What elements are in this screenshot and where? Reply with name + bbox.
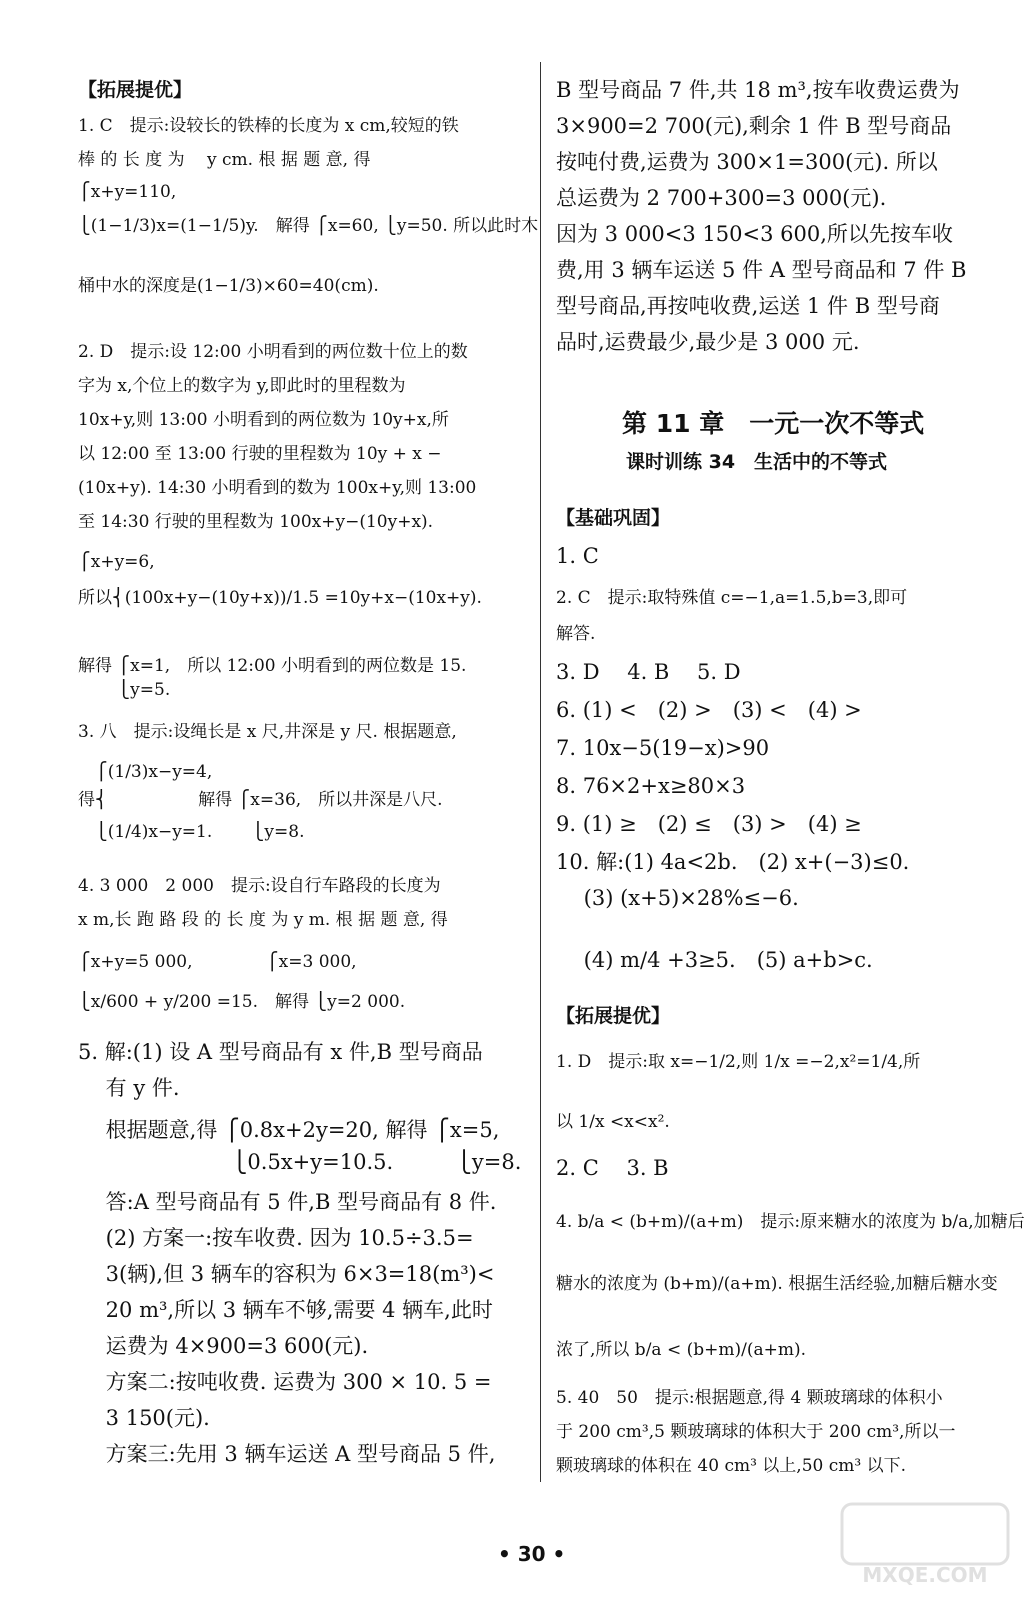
page-number: • 30 • bbox=[498, 1542, 566, 1566]
right-line: 【基础巩固】 bbox=[556, 507, 671, 529]
right-line: 7. 10x−5(19−x)>90 bbox=[556, 736, 770, 760]
right-line: (3) (x+5)×28%≤−6. bbox=[556, 886, 799, 910]
right-line: 按吨付费,运费为 300×1=300(元). 所以 bbox=[556, 150, 938, 174]
left-line: 1. C 提示:设较长的铁棒的长度为 x cm,较短的铁 bbox=[78, 116, 459, 136]
left-line: 3 150(元). bbox=[78, 1406, 210, 1430]
right-line: 1. D 提示:取 x=−1/2,则 1/x =−2,x²=1/4,所 bbox=[556, 1052, 921, 1072]
left-line: 至 14:30 行驶的里程数为 100x+y−(10y+x). bbox=[78, 512, 434, 532]
left-line: ⎧x+y=110, bbox=[78, 182, 177, 202]
right-line: 8. 76×2+x≥80×3 bbox=[556, 774, 746, 798]
left-line: (2) 方案一:按车收费. 因为 10.5÷3.5= bbox=[78, 1226, 474, 1250]
left-line: 【拓展提优】 bbox=[78, 79, 193, 101]
right-line: 4. b/a < (b+m)/(a+m) 提示:原来糖水的浓度为 b/a,加糖后 bbox=[556, 1212, 1025, 1232]
right-line: 5. 40 50 提示:根据题意,得 4 颗玻璃球的体积小 bbox=[556, 1388, 943, 1408]
right-line: 6. (1) < (2) > (3) < (4) > bbox=[556, 698, 862, 722]
column-divider bbox=[540, 62, 541, 1482]
right-line: 因为 3 000<3 150<3 600,所以先按车收 bbox=[556, 222, 953, 246]
left-line: x m,长 跑 路 段 的 长 度 为 y m. 根 据 题 意, 得 bbox=[78, 910, 448, 930]
left-line: 10x+y,则 13:00 小明看到的两位数为 10y+x,所 bbox=[78, 410, 449, 430]
left-line: 桶中水的深度是(1−1/3)×60=40(cm). bbox=[78, 276, 379, 296]
left-line: ⎧x+y=5 000, ⎧x=3 000, bbox=[78, 952, 357, 972]
left-line: 20 m³,所以 3 辆车不够,需要 4 辆车,此时 bbox=[78, 1298, 493, 1322]
left-line: 5. 解:(1) 设 A 型号商品有 x 件,B 型号商品 bbox=[78, 1040, 483, 1064]
right-line: 颗玻璃球的体积在 40 cm³ 以上,50 cm³ 以下. bbox=[556, 1456, 907, 1476]
right-line: 品时,运费最少,最少是 3 000 元. bbox=[556, 330, 860, 354]
left-line: (10x+y). 14:30 小明看到的数为 100x+y,则 13:00 bbox=[78, 478, 477, 498]
right-line: 【拓展提优】 bbox=[556, 1005, 671, 1027]
left-line: 答:A 型号商品有 5 件,B 型号商品有 8 件. bbox=[78, 1190, 497, 1214]
right-line: (4) m/4 +3≥5. (5) a+b>c. bbox=[556, 948, 873, 972]
left-line: 根据题意,得 ⎧0.8x+2y=20, 解得 ⎧x=5, bbox=[78, 1118, 500, 1142]
right-line: 糖水的浓度为 (b+m)/(a+m). 根据生活经验,加糖后糖水变 bbox=[556, 1274, 998, 1294]
right-line: 于 200 cm³,5 颗玻璃球的体积大于 200 cm³,所以一 bbox=[556, 1422, 956, 1442]
left-line: ⎩(1−1/3)x=(1−1/5)y. 解得 ⎧x=60, ⎩y=50. 所以此时木 bbox=[78, 216, 539, 236]
left-line: 棒 的 长 度 为 y cm. 根 据 题 意, 得 bbox=[78, 150, 371, 170]
left-line: 3(辆),但 3 辆车的容积为 6×3=18(m³)< bbox=[78, 1262, 495, 1286]
right-line: 2. C 3. B bbox=[556, 1156, 669, 1180]
right-line: 3. D 4. B 5. D bbox=[556, 660, 741, 684]
left-line: ⎧x+y=6, bbox=[78, 552, 155, 572]
right-line: 型号商品,再按吨收费,运送 1 件 B 型号商 bbox=[556, 294, 940, 318]
left-line: 所以⎨(100x+y−(10y+x))/1.5 =10y+x−(10x+y). bbox=[78, 588, 482, 608]
watermark-text: MXQE.COM bbox=[862, 1563, 988, 1587]
left-line: 2. D 提示:设 12:00 小明看到的两位数十位上的数 bbox=[78, 342, 468, 362]
left-line: ⎧(1/3)x−y=4, bbox=[78, 762, 213, 782]
right-line: 解答. bbox=[556, 624, 596, 644]
right-line: 浓了,所以 b/a < (b+m)/(a+m). bbox=[556, 1340, 807, 1360]
left-line: ⎩y=5. bbox=[78, 680, 171, 700]
right-line: 2. C 提示:取特殊值 c=−1,a=1.5,b=3,即可 bbox=[556, 588, 908, 608]
left-line: 方案二:按吨收费. 运费为 300 × 10. 5 = bbox=[78, 1370, 492, 1394]
left-line: 3. 八 提示:设绳长是 x 尺,井深是 y 尺. 根据题意, bbox=[78, 722, 457, 742]
right-line: 总运费为 2 700+300=3 000(元). bbox=[556, 186, 887, 210]
left-line: 得⎨ 解得 ⎧x=36, 所以井深是八尺. bbox=[78, 790, 443, 810]
left-line: ⎩(1/4)x−y=1. ⎩y=8. bbox=[78, 822, 305, 842]
right-line: 10. 解:(1) 4a<2b. (2) x+(−3)≤0. bbox=[556, 850, 910, 874]
chapter-title: 第 11 章 一元一次不等式 bbox=[622, 409, 925, 438]
right-line: B 型号商品 7 件,共 18 m³,按车收费运费为 bbox=[556, 78, 960, 102]
left-line: 方案三:先用 3 辆车运送 A 型号商品 5 件, bbox=[78, 1442, 496, 1466]
right-line: 9. (1) ≥ (2) ≤ (3) > (4) ≥ bbox=[556, 812, 862, 836]
left-line: ⎩x/600 + y/200 =15. 解得 ⎩y=2 000. bbox=[78, 992, 406, 1012]
left-line: 4. 3 000 2 000 提示:设自行车路段的长度为 bbox=[78, 876, 441, 896]
lesson-title: 课时训练 34 生活中的不等式 bbox=[626, 451, 888, 473]
left-line: 字为 x,个位上的数字为 y,即此时的里程数为 bbox=[78, 376, 406, 396]
left-line: 以 12:00 至 13:00 行驶的里程数为 10y + x − bbox=[78, 444, 442, 464]
right-line: 3×900=2 700(元),剩余 1 件 B 型号商品 bbox=[556, 114, 952, 138]
left-line: ⎩0.5x+y=10.5. ⎩y=8. bbox=[78, 1150, 522, 1174]
left-line: 有 y 件. bbox=[78, 1076, 180, 1100]
right-line: 以 1/x <x<x². bbox=[556, 1112, 670, 1132]
left-line: 运费为 4×900=3 600(元). bbox=[78, 1334, 369, 1358]
right-line: 费,用 3 辆车运送 5 件 A 型号商品和 7 件 B bbox=[556, 258, 967, 282]
left-line: 解得 ⎧x=1, 所以 12:00 小明看到的两位数是 15. bbox=[78, 656, 467, 676]
right-line: 1. C bbox=[556, 544, 599, 568]
watermark-logo bbox=[840, 1500, 1010, 1590]
